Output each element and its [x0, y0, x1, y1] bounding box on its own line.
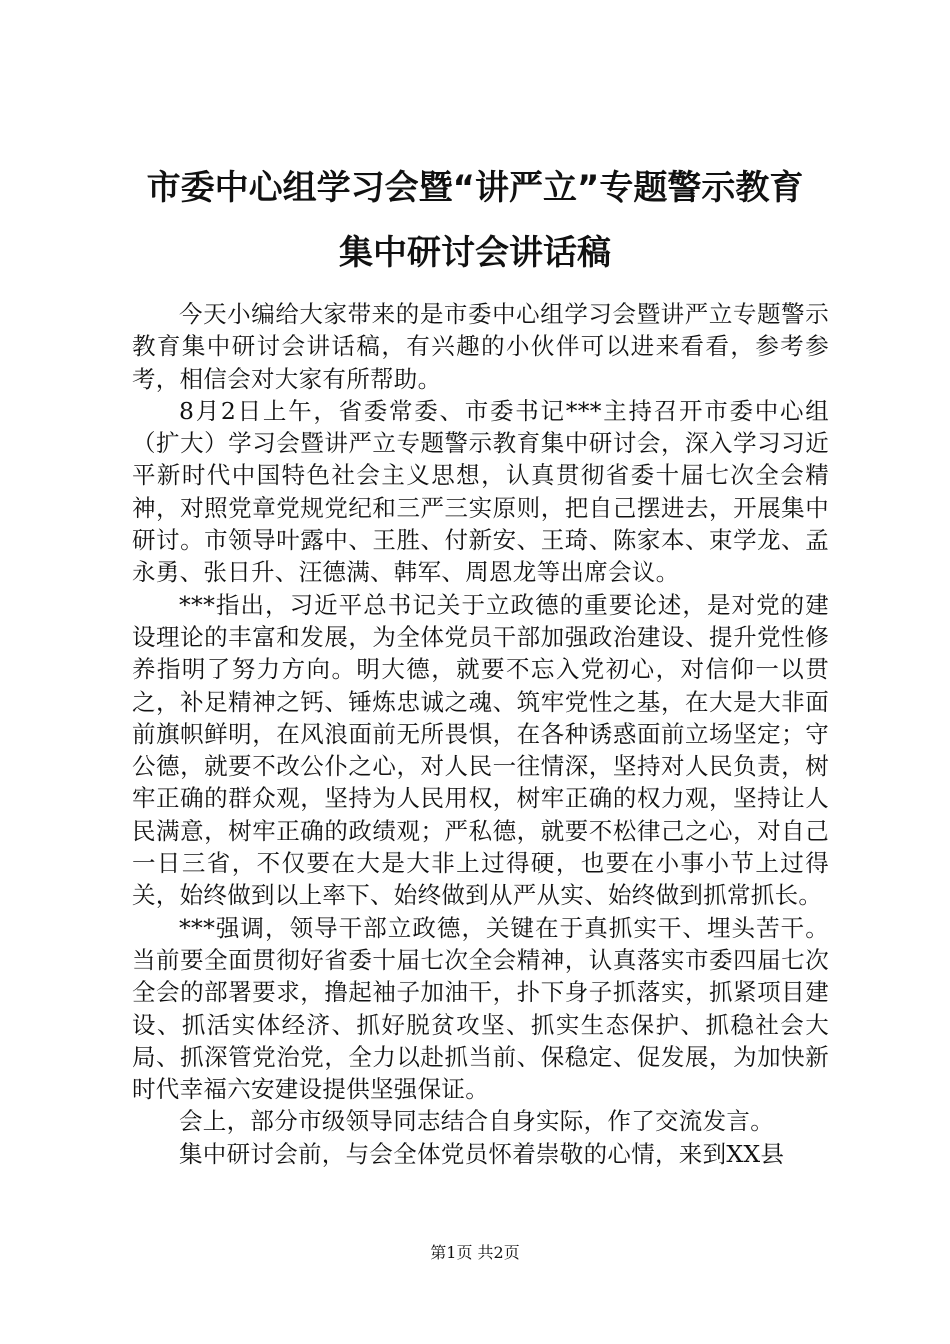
page-footer: 第1页 共2页: [430, 1243, 520, 1262]
paragraph-pointed-out: ***指出，习近平总书记关于立政德的重要论述，是对党的建设理论的丰富和发展，为全体党员干部加强政治建设、提升党性修养指明了努力方向。明大德，就要不忘入党初心，对信仰一以贯之，补足精神之钙、锤炼忠诚之魂、筑牢党性之基，在大是大非面前旗帜鲜明，在风浪面前无所畏惧，在各种诱惑面前立场坚定；守公德，就要不改公仆之心，对人民一往情深，坚持对人民负责，树牢正确的群众观，坚持为人民用权，树牢正确的权力观，坚持让人民满意，树牢正确的政绩观；严私德，就要不松律己之心，对自己一日三省，不仅要在大是大非上过得硬，也要在小事小节上过得关，始终做到以上率下、始终做到从严从实、始终做到抓常抓长。: [132, 590, 829, 910]
document-title-line-1: 市委中心组学习会暨“讲严立”专题警示教育: [146, 168, 804, 208]
paragraph-exchange: 会上，部分市级领导同志结合自身实际，作了交流发言。: [179, 1107, 774, 1136]
paragraph-emphasized: ***强调，领导干部立政德，关键在于真抓实干、埋头苦干。当前要全面贯彻好省委十届七次全会精神，认真落实市委四届七次全会的部署要求，撸起袖子加油干，扑下身子抓落实，抓紧项目建设、抓活实体经济、抓好脱贫攻坚、抓实生态保护、抓稳社会大局、抓深管党治党，全力以赴抓当前、保稳定、促发展，为加快新时代幸福六安建设提供坚强保证。: [132, 913, 829, 1104]
document-body: [132, 298, 829, 1170]
paragraph-meeting: 8月2日上午，省委常委、市委书记***主持召开市委中心组（扩大）学习会暨讲严立专题警示教育集中研讨会，深入学习习近平新时代中国特色社会主义思想，认真贯彻省委十届七次全会精神，对照党章党规党纪和三严三实原则，把自己摆进去，开展集中研讨。市领导叶露中、王胜、付新安、王琦、陈家本、束学龙、孟永勇、张日升、汪德满、韩军、周恩龙等出席会议。: [132, 396, 829, 587]
document-title-line-2: 集中研讨会讲话稿: [339, 233, 611, 273]
paragraph-before-meeting: 集中研讨会前，与会全体党员怀着崇敬的心情，来到XX县: [179, 1139, 785, 1168]
paragraph-intro: 今天小编给大家带来的是市委中心组学习会暨讲严立专题警示教育集中研讨会讲话稿，有兴趣的小伙伴可以进来看看，参考参考，相信会对大家有所帮助。: [132, 300, 829, 393]
